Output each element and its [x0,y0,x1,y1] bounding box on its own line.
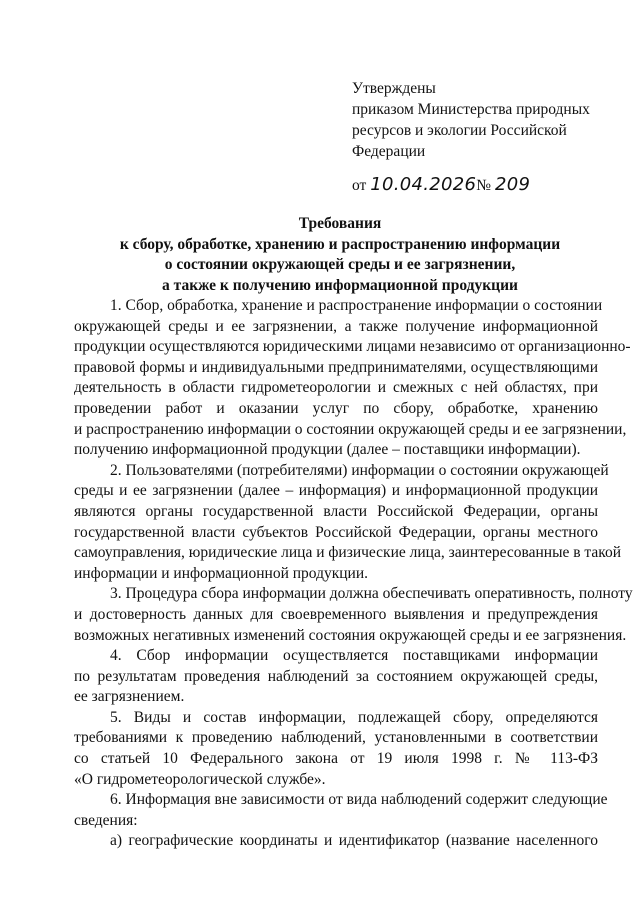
paragraph-4 [74,646,598,708]
title-line: а также к получению информационной продукции [162,276,518,294]
paragraph-line: 1. Сбор, обработка, хранение и распространение информации о состоянии [110,297,603,314]
paragraph-7 [74,831,598,852]
paragraph-line: 2. Пользователями (потребителями) информации о состоянии окружающей [110,461,609,479]
date-prefix: от [352,177,367,194]
paragraph-line: ее загрязнением. [74,688,185,706]
paragraph-line: 4. Сбор информации осуществляется поставщиками информации [110,647,598,665]
paragraph-line: 3. Процедура сбора информации должна обеспечивать оперативность, полноту [110,585,633,603]
paragraph-line: окружающей среды и ее загрязнении, а также получение информационной [74,317,598,335]
paragraph-line: получению информационной продукции (далее – поставщики информации). [74,441,581,459]
paragraph-line: государственной власти субъектов Российской Федерации, органы местного [74,523,598,541]
approval-line: Федерации [352,143,426,160]
handwritten-number: 209 [494,174,531,195]
approval-line: Утверждены [352,80,436,97]
number-prefix: № [476,177,492,194]
paragraph-line: требованиями к проведению наблюдений, установленными в соответствии [74,729,598,747]
paragraph-line: а) географические координаты и идентификатор (название населенного [110,832,598,850]
paragraph-line: возможных негативных изменений состояния окружающей среды и ее загрязнения. [74,626,627,644]
paragraph-1 [74,296,631,461]
paragraph-line: информации и информационной продукции. [74,564,369,582]
paragraph-line: правовой формы и индивидуальными предпринимателями, осуществляющими [74,358,598,376]
document-body [74,296,633,852]
paragraph-line: сведения: [74,811,138,829]
document-title [60,214,620,296]
approval-line: приказом Министерства природных [352,101,590,118]
paragraph-line: являются органы государственной власти Российской Федерации, органы [74,502,598,520]
title-line: к сбору, обработке, хранению и распространению информации [119,235,561,253]
approval-block [352,78,612,196]
paragraph-line: «О гидрометеорологической службе». [74,770,326,788]
title-line: о состоянии окружающей среды и ее загрязнении, [164,256,516,273]
paragraph-line: со статьей 10 Федерального закона от 19 июля 1998 г. № 113-ФЗ [74,750,598,768]
approval-line: ресурсов и экологии Российской [352,122,567,139]
paragraph-line: проведении работ и оказании услуг по сбору, обработке, хранению [74,399,598,417]
paragraph-line: деятельность в области гидрометеорологии и смежных с ней областях, при [74,379,598,397]
paragraph-line: 6. Информация вне зависимости от вида наблюдений содержит следующие [110,791,608,809]
paragraph-line: и распространению информации о состоянии окружающей среды и ее загрязнении, [74,420,627,438]
title-line: Требования [298,215,382,232]
paragraph-2 [74,461,622,585]
paragraph-line: по результатам проведения наблюдений за состоянием окружающей среды, [74,667,598,685]
paragraph-line: и достоверность данных для своевременного выявления и предупреждения [74,605,598,623]
handwritten-date: 10.04.2026 [370,174,477,195]
paragraph-line: самоуправления, юридические лица и физические лица, заинтересованные в такой [74,544,622,562]
order-date-line [352,174,612,196]
paragraph-3 [74,584,633,646]
paragraph-line: 5. Виды и состав информации, подлежащей сбору, определяются [110,708,598,726]
paragraph-6 [74,790,608,831]
paragraph-line: продукции осуществляются юридическими лицами независимо от организационно- [74,338,631,356]
paragraph-5 [74,708,598,790]
paragraph-line: среды и ее загрязнении (далее – информация) и информационной продукции [74,482,598,500]
